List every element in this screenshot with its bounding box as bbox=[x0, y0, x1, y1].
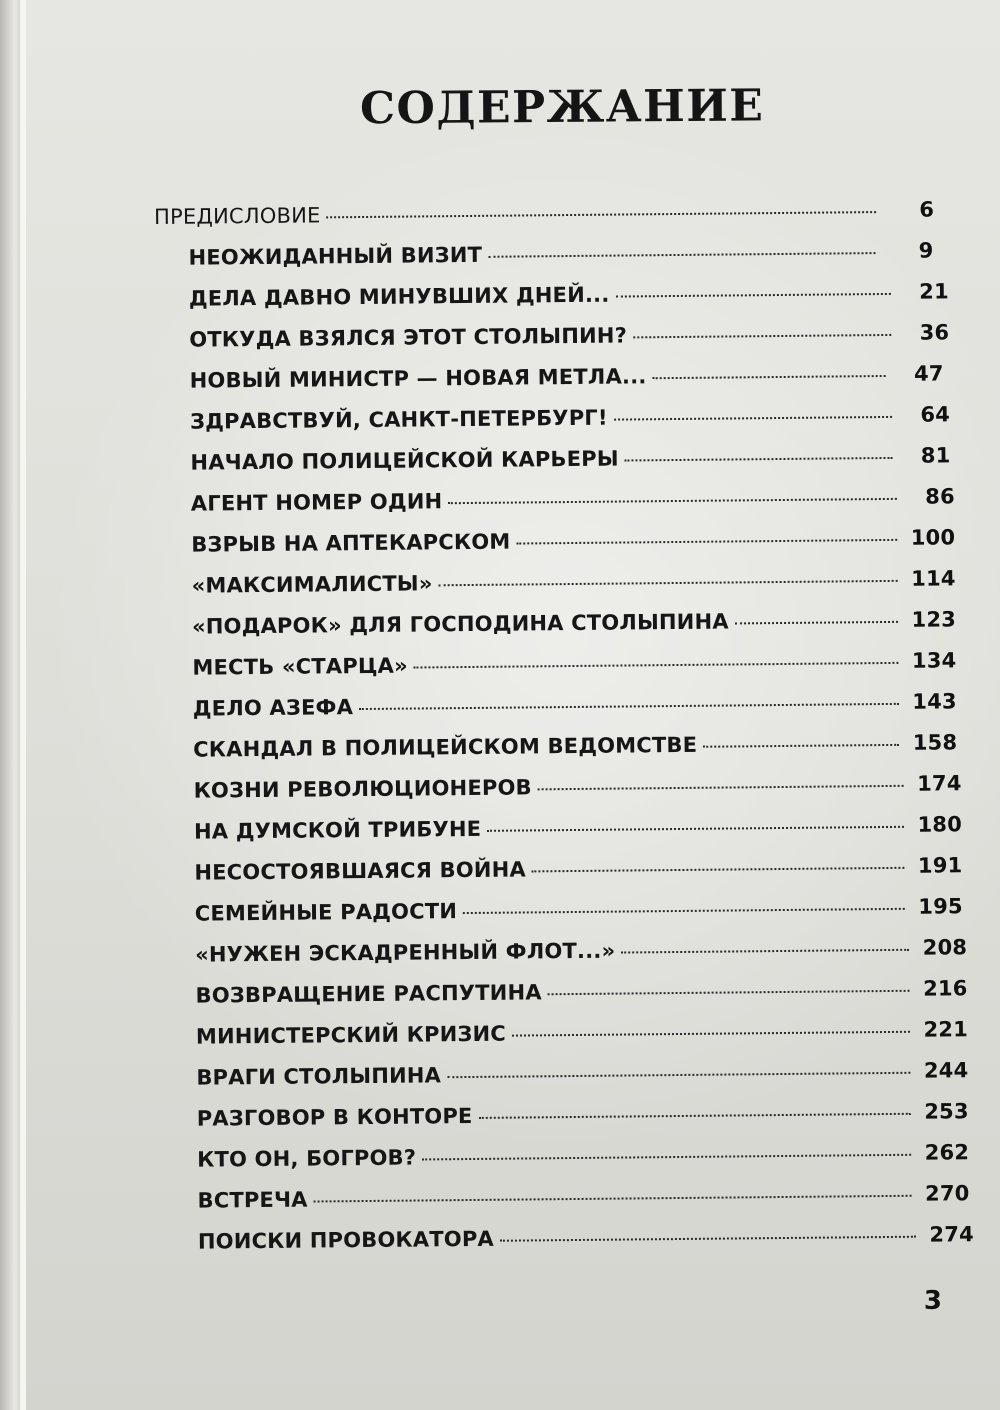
toc-entry-title: РАЗГОВОР В КОНТОРЕ bbox=[196, 1103, 473, 1131]
toc-entry bbox=[188, 239, 933, 270]
toc-entry-title: ВСТРЕЧА bbox=[197, 1187, 308, 1213]
toc-entry-page: 174 bbox=[917, 771, 962, 796]
toc-entry bbox=[189, 320, 949, 351]
toc-entry bbox=[196, 1058, 968, 1089]
toc-entry bbox=[195, 894, 963, 925]
toc-entry-title: «МАКСИМАЛИСТЫ» bbox=[191, 571, 433, 598]
toc-entry-title: НА ДУМСКОЙ ТРИБУНЕ bbox=[193, 816, 482, 844]
toc-entry-page: 274 bbox=[929, 1222, 975, 1247]
toc-entry-page: 143 bbox=[912, 689, 957, 714]
book-page bbox=[26, 0, 1000, 1410]
toc-entry bbox=[197, 1099, 969, 1130]
toc-dot-leader bbox=[614, 416, 892, 421]
toc-entry-title: ЗДРАВСТВУЙ, САНКТ-ПЕТЕРБУРГ! bbox=[189, 405, 608, 434]
toc-entry-page: 36 bbox=[919, 320, 950, 345]
toc-entry-title: НАЧАЛО ПОЛИЦЕЙСКОЙ КАРЬЕРЫ bbox=[190, 446, 619, 475]
toc-dot-leader bbox=[615, 293, 890, 298]
toc-entry-page: 270 bbox=[924, 1181, 970, 1206]
toc-entry-title: «ПОДАРОК» ДЛЯ ГОСПОДИНА СТОЛЫПИНА bbox=[191, 609, 729, 639]
toc-entry-title: «НУЖЕН ЭСКАДРЕННЫЙ ФЛОТ...» bbox=[195, 938, 616, 967]
toc-dot-leader bbox=[625, 457, 893, 462]
toc-dot-leader bbox=[500, 1236, 916, 1242]
toc-entry bbox=[192, 566, 956, 597]
table-of-contents bbox=[154, 197, 984, 1254]
toc-entry-page: 208 bbox=[922, 935, 968, 960]
toc-dot-leader bbox=[314, 1195, 912, 1203]
toc-entry bbox=[189, 279, 949, 310]
toc-entry bbox=[194, 812, 962, 843]
toc-dot-leader bbox=[448, 498, 897, 504]
toc-dot-leader bbox=[488, 252, 875, 258]
toc-dot-leader bbox=[532, 867, 905, 873]
toc-entry-page: 221 bbox=[923, 1017, 969, 1042]
toc-entry-page: 244 bbox=[923, 1058, 969, 1083]
toc-entry-page: 81 bbox=[920, 443, 951, 468]
toc-dot-leader bbox=[653, 375, 886, 379]
toc-entry-page: 123 bbox=[911, 607, 957, 632]
toc-entry-page: 216 bbox=[923, 976, 968, 1001]
toc-entry bbox=[194, 853, 962, 884]
toc-dot-leader bbox=[548, 990, 910, 995]
page-title: СОДЕРЖАНИЕ bbox=[359, 80, 765, 135]
toc-dot-leader bbox=[487, 826, 904, 832]
toc-entry-page: 262 bbox=[924, 1140, 970, 1165]
toc-dot-leader bbox=[422, 1154, 911, 1161]
toc-entry bbox=[192, 648, 956, 679]
toc-entry bbox=[193, 689, 957, 720]
toc-dot-leader bbox=[703, 744, 899, 748]
toc-entry-page: 100 bbox=[910, 525, 956, 550]
toc-entry-title: ВОЗВРАЩЕНИЕ РАСПУТИНА bbox=[195, 980, 542, 1008]
toc-entry-title: КОЗНИ РЕВОЛЮЦИОНЕРОВ bbox=[193, 775, 532, 803]
toc-entry-page: 21 bbox=[919, 279, 949, 304]
toc-dot-leader bbox=[447, 1072, 910, 1078]
toc-entry-page: 64 bbox=[920, 402, 951, 427]
toc-entry bbox=[190, 443, 950, 474]
toc-entry bbox=[195, 935, 967, 966]
toc-entry-title: НЕОЖИДАННЫЙ ВИЗИТ bbox=[188, 242, 483, 270]
toc-entry bbox=[191, 484, 955, 515]
toc-entry bbox=[194, 771, 962, 802]
toc-dot-leader bbox=[735, 621, 898, 625]
toc-dot-leader bbox=[538, 785, 904, 791]
toc-entry-title: ВРАГИ СТОЛЫПИНА bbox=[196, 1063, 442, 1090]
toc-entry-title: ДЕЛА ДАВНО МИНУВШИХ ДНЕЙ... bbox=[188, 282, 610, 311]
toc-entry-page: 195 bbox=[918, 894, 963, 919]
toc-entry bbox=[196, 1017, 968, 1048]
toc-dot-leader bbox=[463, 908, 905, 914]
toc-dot-leader bbox=[414, 662, 899, 669]
toc-entry-page: 47 bbox=[913, 361, 944, 386]
toc-entry-page: 6 bbox=[919, 197, 935, 222]
toc-entry bbox=[198, 1222, 974, 1253]
toc-entry-title: ПОИСКИ ПРОВОКАТОРА bbox=[197, 1226, 495, 1254]
toc-entry bbox=[190, 361, 944, 392]
toc-entry-title: НЕСОСТОЯВШАЯСЯ ВОЙНА bbox=[194, 857, 526, 885]
toc-entry bbox=[197, 1181, 969, 1212]
toc-entry-page: 86 bbox=[925, 484, 955, 509]
toc-dot-leader bbox=[512, 1031, 910, 1037]
toc-entry-title: СЕМЕЙНЫЕ РАДОСТИ bbox=[194, 899, 458, 926]
toc-entry-page: 253 bbox=[924, 1099, 969, 1124]
toc-entry-title: КТО ОН, БОГРОВ? bbox=[197, 1145, 417, 1172]
toc-entry-page: 134 bbox=[911, 648, 957, 673]
toc-dot-leader bbox=[621, 949, 909, 954]
toc-entry bbox=[154, 198, 934, 229]
toc-entry bbox=[197, 1140, 969, 1171]
toc-entry bbox=[192, 607, 956, 638]
toc-entry-title: ВЗРЫВ НА АПТЕКАРСКОМ bbox=[191, 529, 511, 557]
toc-entry-title: СКАНДАЛ В ПОЛИЦЕЙСКОМ ВЕДОМСТВЕ bbox=[193, 732, 698, 762]
toc-entry-title: МИНИСТЕРСКИЙ КРИЗИС bbox=[195, 1021, 507, 1049]
toc-dot-leader bbox=[359, 703, 899, 710]
toc-entry-title: АГЕНТ НОМЕР ОДИН bbox=[190, 489, 443, 516]
page-number: 3 bbox=[923, 1286, 942, 1316]
toc-dot-leader bbox=[439, 580, 898, 586]
toc-entry-title: ПРЕДИСЛОВИЕ bbox=[154, 203, 321, 229]
toc-entry-page: 158 bbox=[912, 730, 958, 755]
toc-entry bbox=[193, 730, 957, 761]
toc-dot-leader bbox=[633, 334, 891, 338]
toc-dot-leader bbox=[479, 1113, 911, 1119]
toc-dot-leader bbox=[327, 211, 877, 218]
toc-entry-title: МЕСТЬ «СТАРЦА» bbox=[192, 653, 408, 680]
toc-entry-page: 9 bbox=[918, 238, 934, 263]
toc-entry-title: ДЕЛО АЗЕФА bbox=[192, 695, 354, 721]
toc-entry-title: НОВЫЙ МИНИСТР — НОВАЯ МЕТЛА... bbox=[189, 364, 647, 393]
toc-dot-leader bbox=[516, 539, 897, 545]
toc-entry bbox=[191, 525, 955, 556]
toc-entry-page: 114 bbox=[911, 566, 956, 591]
toc-entry bbox=[195, 976, 967, 1007]
toc-entry-title: ОТКУДА ВЗЯЛСЯ ЭТОТ СТОЛЫПИН? bbox=[189, 323, 628, 352]
book-spine-shadow bbox=[0, 0, 20, 1410]
toc-entry bbox=[190, 402, 950, 433]
toc-entry-page: 191 bbox=[917, 853, 963, 878]
toc-entry-page: 180 bbox=[917, 812, 963, 837]
